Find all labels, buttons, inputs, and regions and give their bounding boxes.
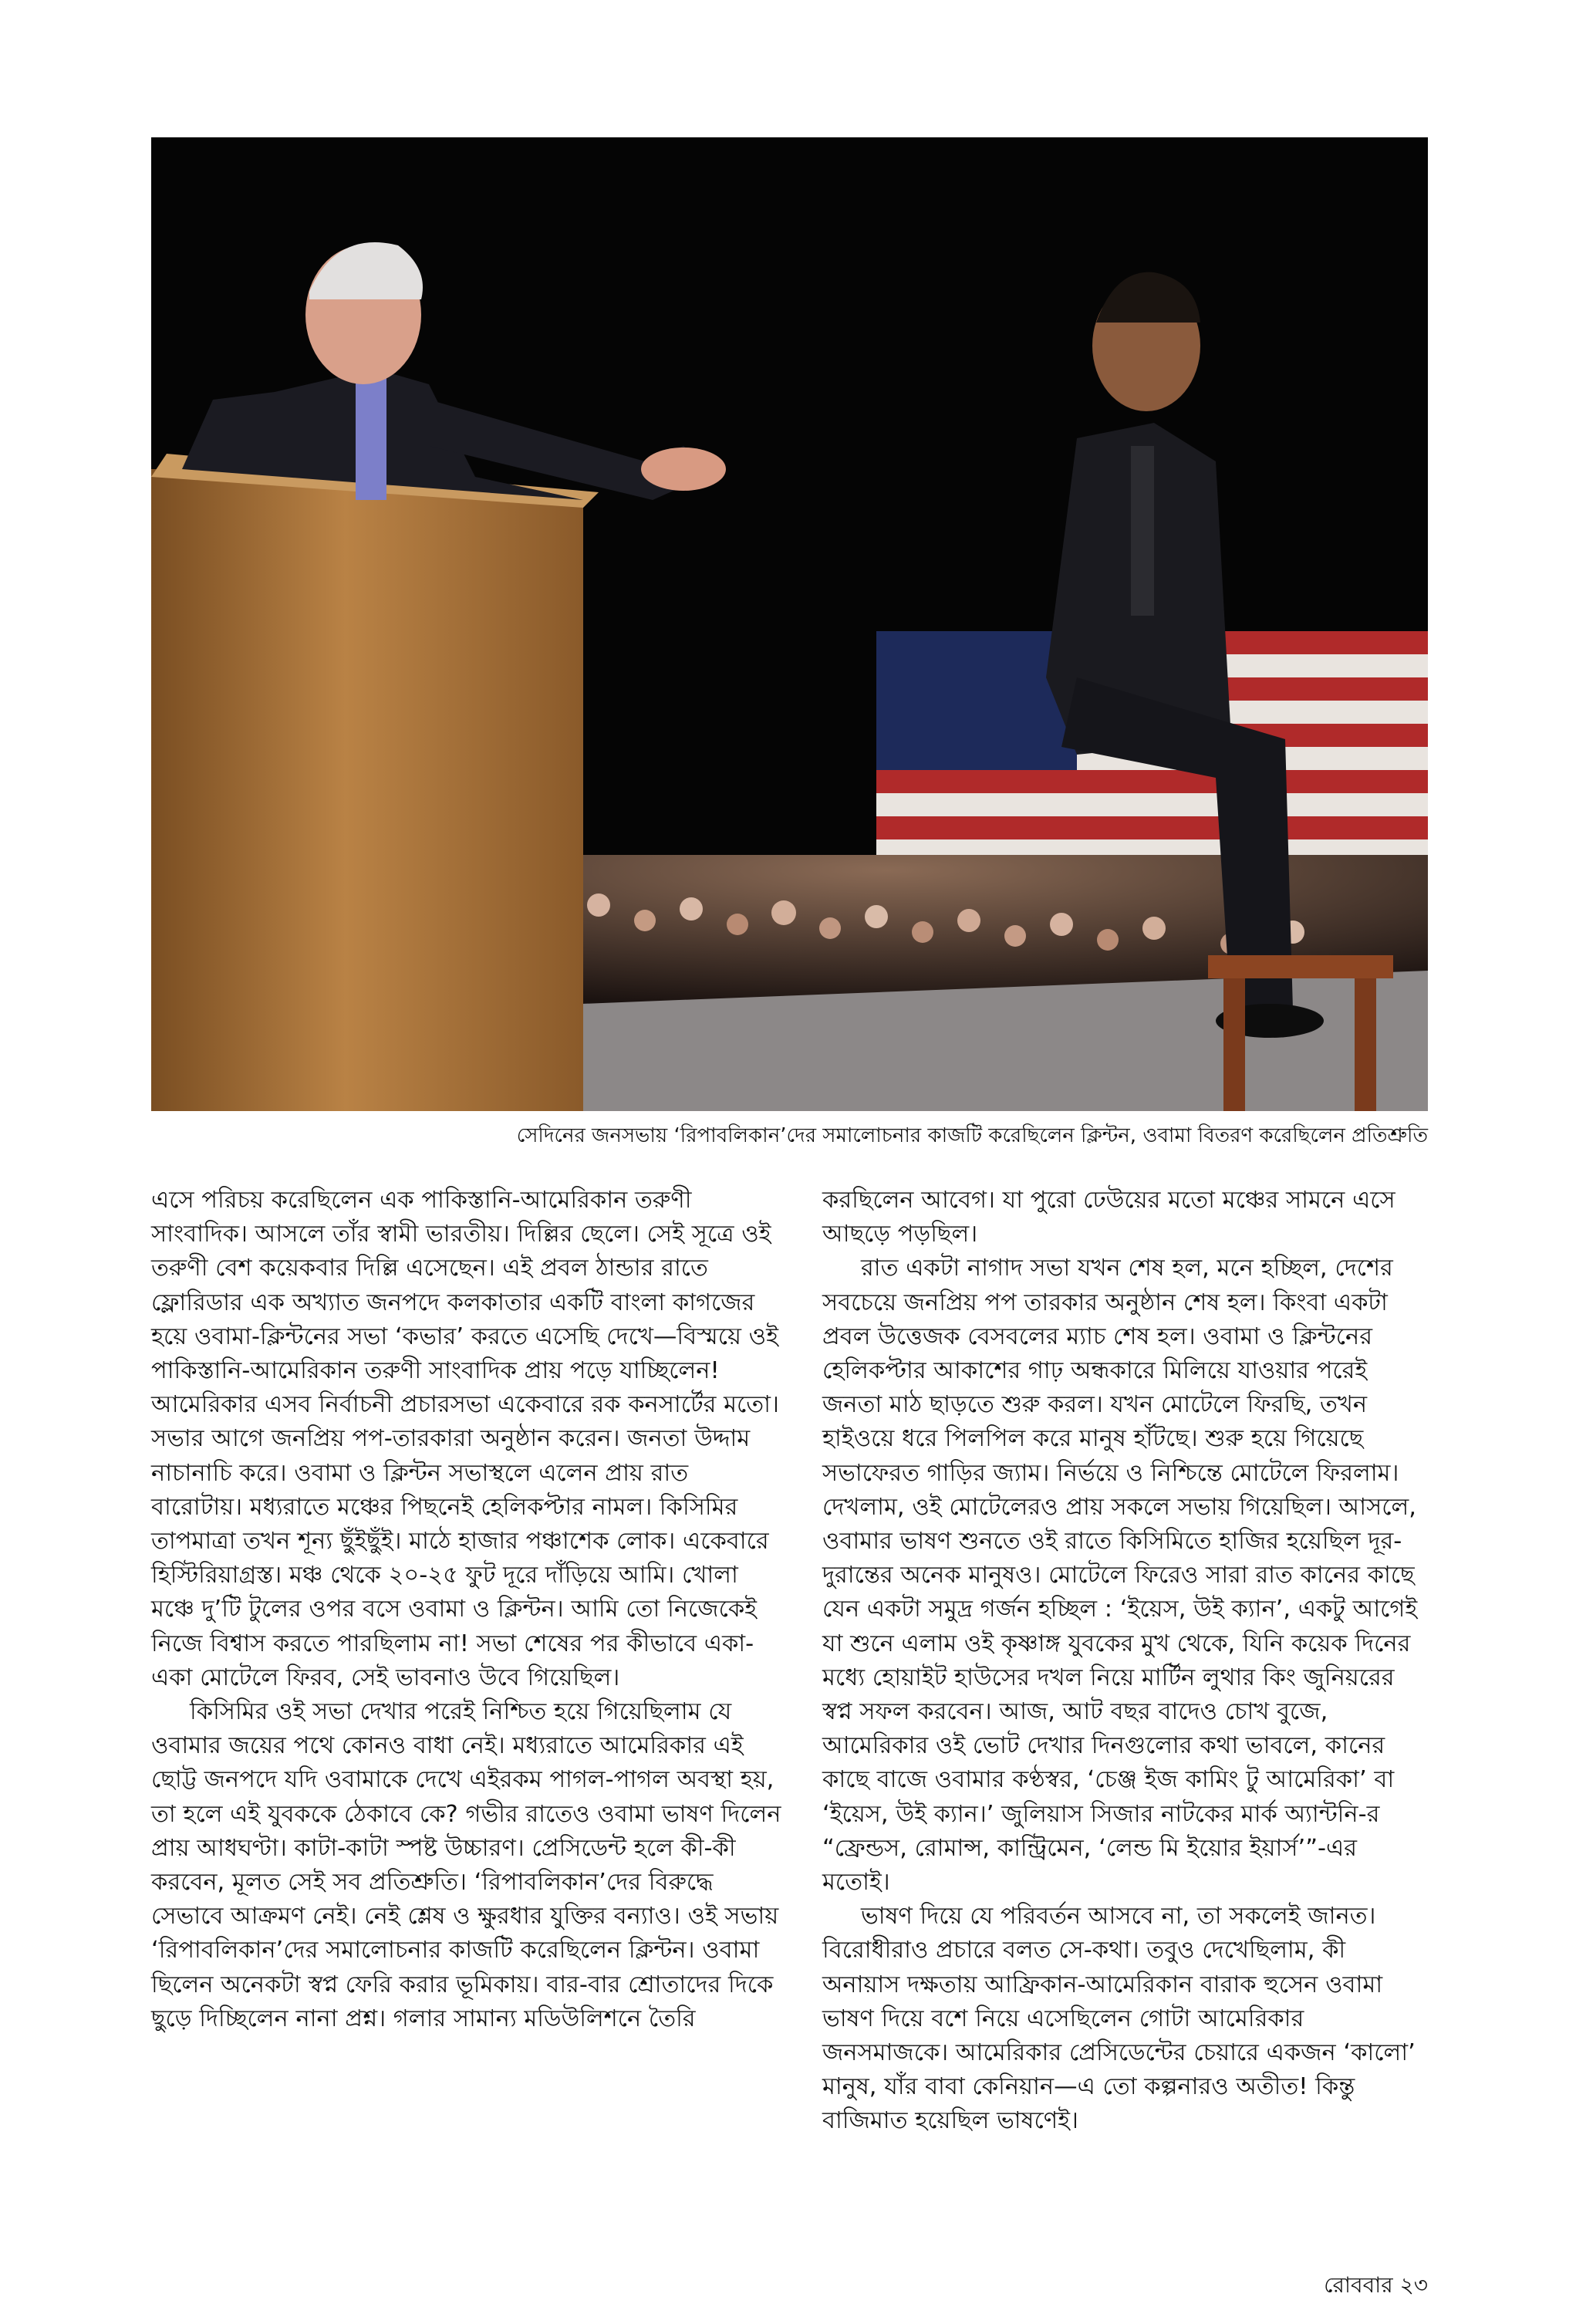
article-paragraph: করছিলেন আবেগ। যা পুরো ঢেউয়ের মতো মঞ্চের সামনে এসে আছড়ে পড়ছিল। — [822, 1187, 1395, 1248]
article-column-right — [822, 1184, 1428, 2139]
article-paragraph: ভাষণ দিয়ে যে পরিবর্তন আসবে না, তা সকলেই জানত। বিরোধীরাও প্রচারে বলত সে-কথা। তবুও দেখেছিলাম, কী অনায়াস দক্ষতায় আফ্রিকান-আমেরিকান বারাক হুসেন ওবামা ভাষণ দিয়ে বশে নিয়ে এসেছিলেন গোটা আমেরিকার জনসমাজকে। আমেরিকার প্রেসিডেন্টের চেয়ারে একজন ‘কালো’ মানুষ, যাঁর বাবা কেনিয়ান—এ তো কল্পনারও অতীত! কিন্তু বাজিমাত হয়েছিল ভাষণেই। — [822, 1903, 1416, 2135]
article-paragraph: রাত একটা নাগাদ সভা যখন শেষ হল, মনে হচ্ছিল, দেশের সবচেয়ে জনপ্রিয় পপ তারকার অনুষ্ঠান শেষ হল। কিংবা একটা প্রবল উত্তেজক বেসবলের ম্যাচ শেষ হল। ওবামা ও ক্লিন্টনের হেলিকপ্টার আকাশের গাঢ় অন্ধকারে মিলিয়ে যাওয়ার পরেই জনতা মাঠ ছাড়তে শুরু করল। যখন মোটেলে ফিরছি, তখন হাইওয়ে ধরে পিলপিল করে মানুষ হাঁটছে। শুরু হয়ে গিয়েছে সভাফেরত গাড়ির জ্যাম। নির্ভয়ে ও নিশ্চিন্তে মোটেলে ফিরলাম। দেখলাম, ওই মোটেলেরও প্রায় সকলে সভায় গিয়েছিল। আসলে, ওবামার ভাষণ শুনতে ওই রাতে কিসিমিতে হাজির হয়েছিল দূর-দুরান্তের অনেক মানুষও। মোটেলে ফিরেও সারা রাত কানের কাছে যেন একটা সমুদ্র গর্জন হচ্ছিল : ‘ইয়েস, উই ক্যান’, একটু আগেই যা শুনে এলাম ওই কৃষ্ণাঙ্গ যুবকের মুখ থেকে, যিনি কয়েক দিনের মধ্যে হোয়াইট হাউসের দখল নিয়ে মার্টিন লুথার কিং জুনিয়রের স্বপ্ন সফল করবেন। আজ, আট বছর বাদেও চোখ বুজে, আমেরিকার ওই ভোট দেখার দিনগুলোর কথা ভাবলে, কানের কাছে বাজে ওবামার কণ্ঠস্বর, ‘চেঞ্জ ইজ কামিং টু আমেরিকা’ বা ‘ইয়েস, উই ক্যান।’ জুলিয়াস সিজার নাটকের মার্ক অ্যান্টনি-র “ফ্রেন্ডস, রোমান্স, কান্ট্রিমেন, ‘লেন্ড মি ইয়োর ইয়ার্স’”-এর মতোই। — [822, 1255, 1418, 1897]
photo-illustration — [151, 137, 1428, 1111]
page-folio: রোববার ২৩ — [1324, 2272, 1428, 2298]
article-column-left — [151, 1184, 782, 2036]
photo-caption: সেদিনের জনসভায় ‘রিপাবলিকান’দের সমালোচনার কাজটি করেছিলেন ক্লিন্টন, ওবামা বিতরণ করেছিলেন প্রতিশ্রুতি — [516, 1124, 1428, 1147]
podium — [151, 454, 599, 1111]
article-photo — [151, 137, 1428, 1111]
article-paragraph: কিসিমির ওই সভা দেখার পরেই নিশ্চিত হয়ে গিয়েছিলাম যে ওবামার জয়ের পথে কোনও বাধা নেই। মধ্যরাতে আমেরিকার এই ছোট্ট জনপদে যদি ওবামাকে দেখে এইরকম পাগল-পাগল অবস্থা হয়, তা হলে এই যুবককে ঠেকাবে কে? গভীর রাতেও ওবামা ভাষণ দিলেন প্রায় আধঘণ্টা। কাটা-কাটা স্পষ্ট উচ্চারণ। প্রেসিডেন্ট হলে কী-কী করবেন, মূলত সেই সব প্রতিশ্রুতি। ‘রিপাবলিকান’দের বিরুদ্ধে সেভাবে আক্রমণ নেই। নেই শ্লেষ ও ক্ষুরধার যুক্তির বন্যাও। ওই সভায় ‘রিপাবলিকান’দের সমালোচনার কাজটি করেছিলেন ক্লিন্টন। ওবামা ছিলেন অনেকটা স্বপ্ন ফেরি করার ভূমিকায়। বার-বার শ্রোতাদের দিকে ছুড়ে দিচ্ছিলেন নানা প্রশ্ন। গলার সামান্য মডিউলিশনে তৈরি — [151, 1698, 781, 2032]
article-paragraph: এসে পরিচয় করেছিলেন এক পাকিস্তানি-আমেরিকান তরুণী সাংবাদিক। আসলে তাঁর স্বামী ভারতীয়। দিল্লির ছেলে। সেই সূত্রে ওই তরুণী বেশ কয়েকবার দিল্লি এসেছেন। এই প্রবল ঠান্ডার রাতে ফ্লোরিডার এক অখ্যাত জনপদে কলকাতার একটি বাংলা কাগজের হয়ে ওবামা-ক্লিন্টনের সভা ‘কভার’ করতে এসেছি দেখে—বিস্ময়ে ওই পাকিস্তানি-আমেরিকান তরুণী সাংবাদিক প্রায় পড়ে যাচ্ছিলেন! আমেরিকার এসব নির্বাচনী প্রচারসভা একেবারে রক কনসার্টের মতো। সভার আগে জনপ্রিয় পপ-তারকারা অনুষ্ঠান করেন। জনতা উদ্দাম নাচানাচি করে। ওবামা ও ক্লিন্টন সভাস্থলে এলেন প্রায় রাত বারোটায়। মধ্যরাতে মঞ্চের পিছনেই হেলিকপ্টার নামল। কিসিমির তাপমাত্রা তখন শূন্য ছুঁইছুঁই। মাঠে হাজার পঞ্চাশেক লোক। একেবারে হিস্টিরিয়াগ্রস্ত। মঞ্চ থেকে ২০-২৫ ফুট দূরে দাঁড়িয়ে আমি। খোলা মঞ্চে দু’টি টুলের ওপর বসে ওবামা ও ক্লিন্টন। আমি তো নিজেকেই নিজে বিশ্বাস করতে পারছিলাম না! সভা শেষের পর কীভাবে একা-একা মোটেলে ফিরব, সেই ভাবনাও উবে গিয়েছিল। — [151, 1187, 779, 1691]
